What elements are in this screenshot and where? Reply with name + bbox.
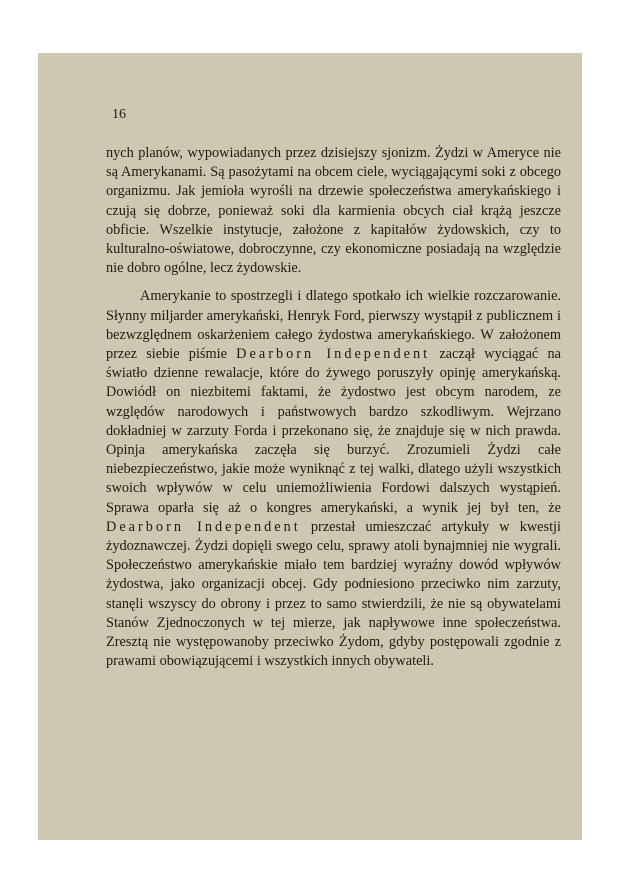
page-number: 16 bbox=[112, 107, 126, 122]
paragraph-2-text-a: Amerykanie to spostrzegli i dlatego spotkało ich wielkie rozczarowanie. Słynny miljarder amerykański, Henryk Ford, pierwszy wystąpił z publicznem i bezwzględnem oskarżeniem całego żydostwa amerykańskiego. W założonem przez siebie piśmie bbox=[106, 288, 561, 363]
paragraph-2-text-c: przestał umieszczać artykuły w kwestji żydoznawczej. Żydzi dopięli swego celu, sprawy atoli bynajmniej nie wygrali. Społeczeństwo amerykańskie miało tem bardziej wyraźny dowód wpływów żydostwa, jako organizacji obcej. Gdy podniesiono przeciwko nim zarzuty, stanęli wszyscy do obrony i przez to samo stwierdzili, że nie są obywatelami Stanów Zjednoczonych w tej mierze, jak napływowe inne społeczeństwa. Zresztą nie występowanoby przeciwko Żydom, gdyby postępowali zgodnie z prawami obowiązującemi i wszystkich innych obywateli. bbox=[106, 518, 562, 670]
journal-title: Dearborn Independent bbox=[236, 346, 431, 363]
paragraph-2 bbox=[106, 287, 561, 671]
paragraph-1 bbox=[106, 144, 561, 278]
body-text bbox=[106, 144, 561, 671]
paragraph-2-text-b: zaczął wyciągać na światło dzienne rewalacje, które do żywego poruszyły opinję amerykańską. Dowiódł on niezbitemi faktami, że żydostwo jest obcym narodem, ze względów narodowych i państwowych bardzo szkodliwym. Wejrzano dokładniej w zarzuty Forda i przekonano się, że znajduje się w nich prawda. Opinja amerykańska zaczęła się burzyć. Zrozumieli Żydzi całe niebezpieczeństwo, jakie może wyniknąć z tej walki, dlatego użyli wszystkich swoich wpływów w celu uniemożliwienia Fordowi dalszych wystąpień. Sprawa oparła się aż o kongres amerykański, a wynik jej był ten, że bbox=[106, 346, 562, 516]
paragraph-1-text: nych planów, wypowiadanych przez dzisiejszy sjonizm. Żydzi w Ameryce nie są Amerykanami. Są pasożytami na obcem ciele, wyciągającymi soki z obcego organizmu. Jak jemioła wyrośli na drzewie społeczeństwa amerykańskiego i czują się dobrze, ponieważ soki dla karmienia obcych ciał krążą jeszcze obficie. Wszelkie instytucje, założone z kapitałów żydowskich, czy to kulturalno-oświatowe, dobroczynne, czy ekonomiczne posiadają na względzie nie dobro ogólne, lecz żydowskie. bbox=[106, 145, 561, 277]
journal-title: Dearborn Independent bbox=[106, 518, 301, 535]
scanned-page bbox=[38, 53, 582, 840]
